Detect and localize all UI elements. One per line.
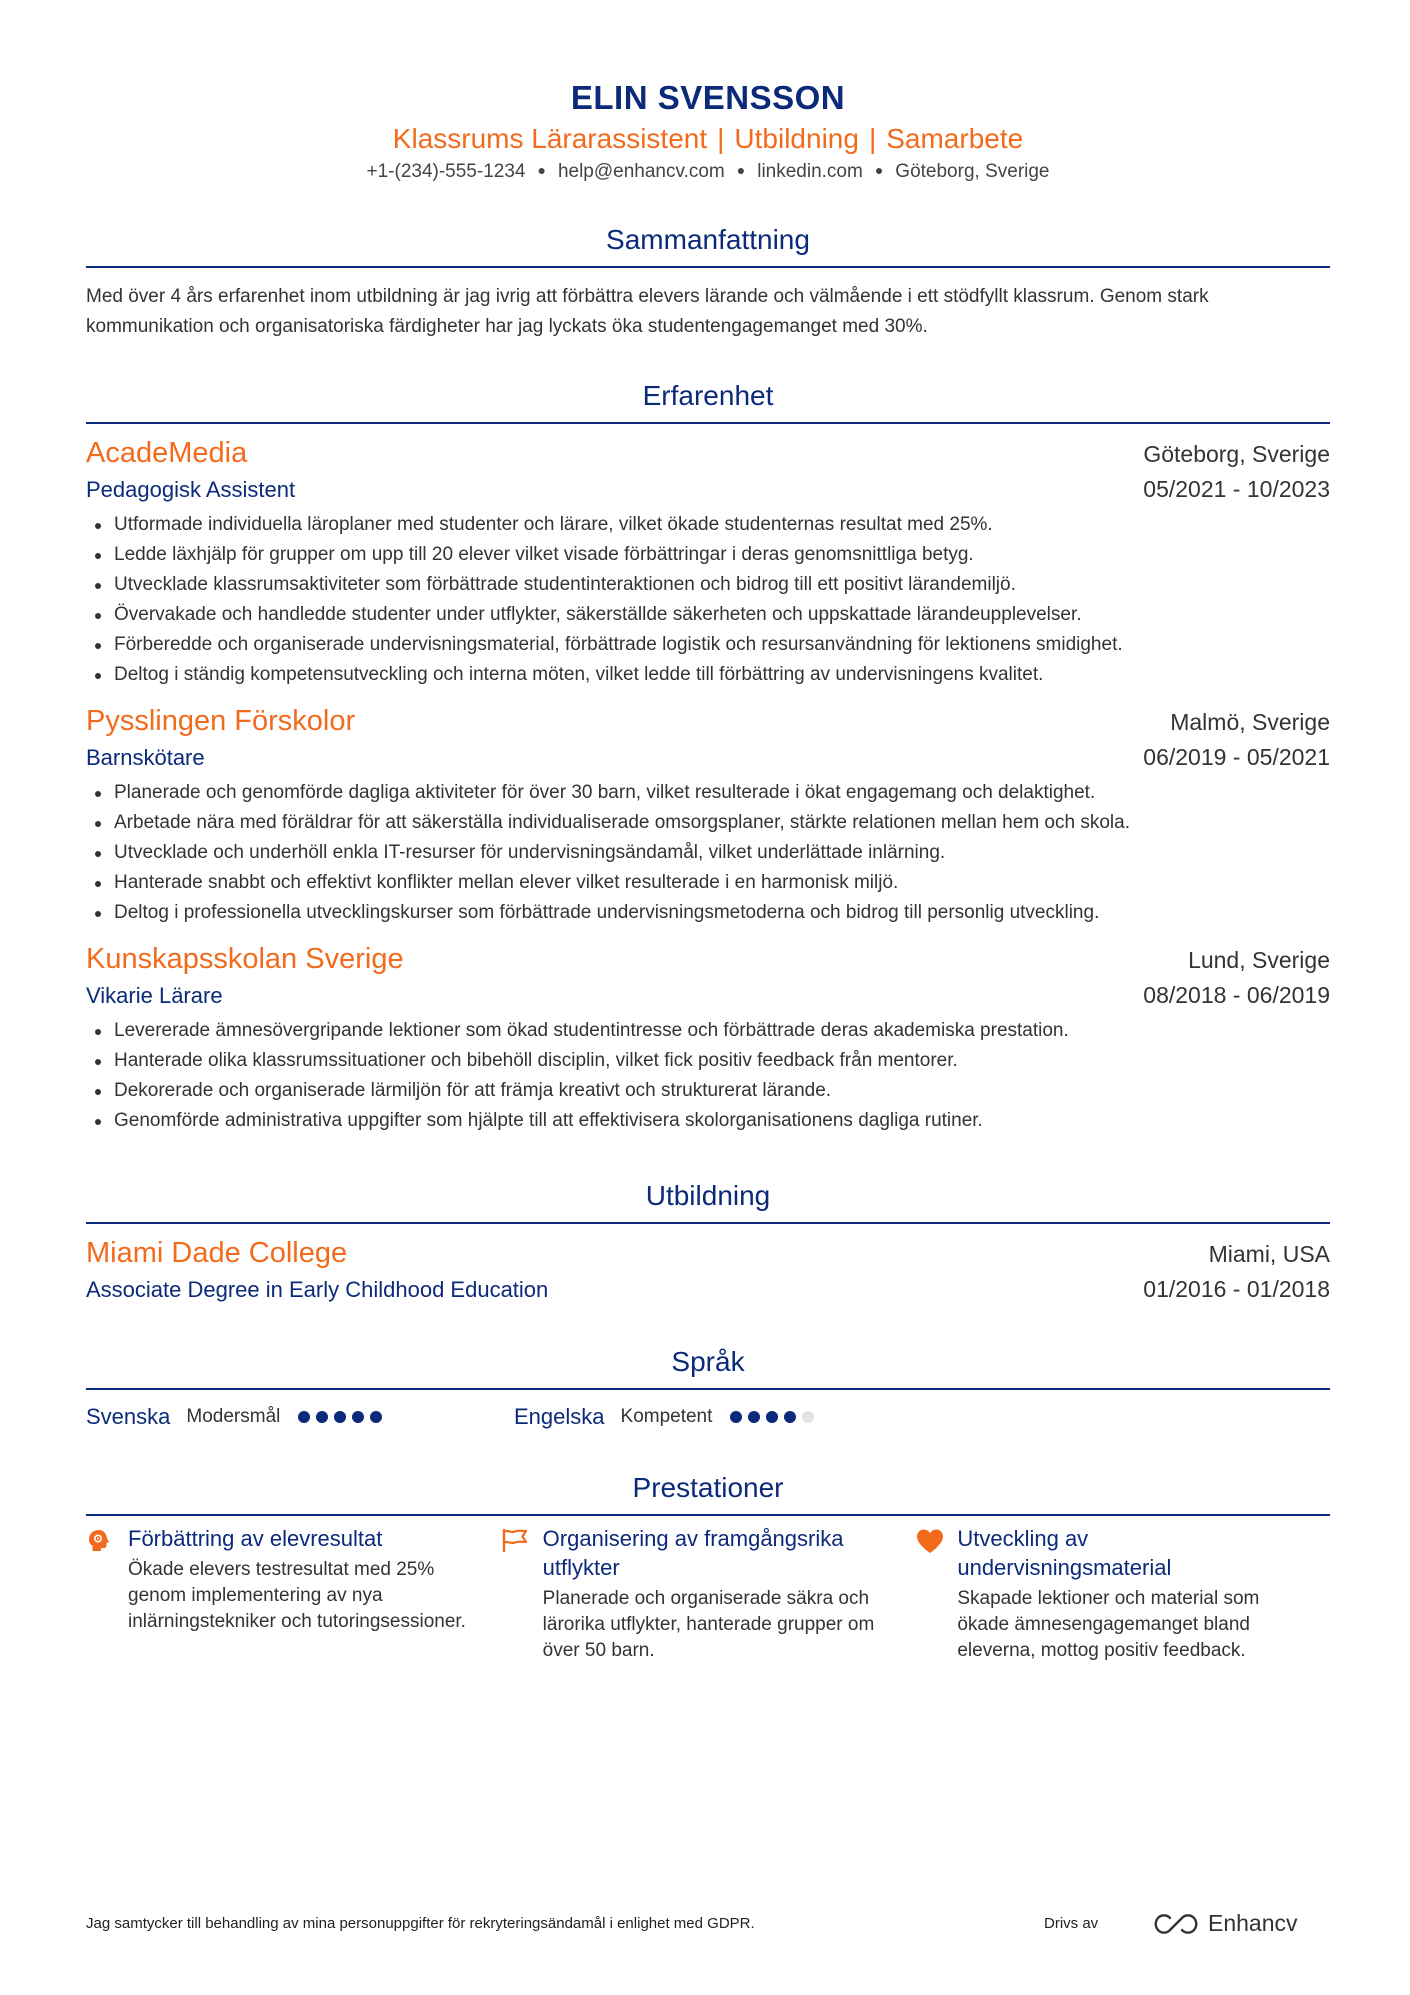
enhancv-logo-icon [1152, 1913, 1200, 1935]
education-entry [86, 1234, 1330, 1306]
proficiency-dots [298, 1411, 382, 1423]
rating-dot-filled [748, 1411, 760, 1423]
footer [86, 1910, 1330, 1937]
section-title: Sammanfattning [86, 220, 1330, 268]
job-dates: 06/2019 - 05/2021 [1143, 744, 1330, 770]
proficiency-dots [730, 1411, 814, 1423]
driven-by-label: Drivs av [1044, 1915, 1099, 1932]
job-bullets [86, 1016, 1330, 1136]
section-title: Utbildning [86, 1176, 1330, 1224]
company-name: Pysslingen Förskolor [86, 705, 356, 737]
bullet-separator: ● [736, 162, 746, 178]
brand-name: Enhancv [1208, 1910, 1298, 1936]
list-item: Levererade ämnesövergripande lektioner som ökad studentintresse och förbättrade deras akademiska prestation. [86, 1016, 1330, 1046]
list-item: Hanterade snabbt och effektivt konflikter mellan elever vilket resulterade i en harmonisk miljö. [86, 868, 1330, 898]
job-entry [86, 702, 1330, 928]
summary-section [86, 220, 1330, 342]
company-name: Kunskapsskolan Sverige [86, 943, 404, 975]
tagline-item: Klassrums Lärarassistent [392, 123, 708, 154]
job-bullets [86, 778, 1330, 928]
language-level: Kompetent [620, 1406, 713, 1427]
list-item: Utformade individuella läroplaner med studenter och lärare, vilket ökade studenternas resultat med 25%. [86, 510, 1330, 540]
achievement-desc: Planerade och organiserade säkra och lärorika utflykter, hanterade grupper om över 50 barn. [542, 1588, 875, 1661]
school-name: Miami Dade College [86, 1237, 348, 1269]
rating-dot-filled [766, 1411, 778, 1423]
job-role: Pedagogisk Assistent [86, 477, 296, 502]
degree: Associate Degree in Early Childhood Education [86, 1277, 549, 1302]
job-bullets [86, 510, 1330, 690]
list-item: Planerade och genomförde dagliga aktiviteter för över 30 barn, vilket resulterade i ökat engagemang och delaktighet. [86, 778, 1330, 808]
list-item: Arbetade nära med föräldrar för att säkerställa individualiserade omsorgsplaner, stärkte relationen mellan hem och skola. [86, 808, 1330, 838]
list-item: Övervakade och handledde studenter under utflykter, säkerställde säkerheten och uppskattade lärandeupplevelser. [86, 600, 1330, 630]
job-location: Malmö, Sverige [1170, 709, 1330, 735]
languages-section [86, 1342, 1330, 1434]
rating-dot-filled [298, 1411, 310, 1423]
gdpr-consent: Jag samtycker till behandling av mina personuppgifter för rekryteringsändamål i enlighet med GDPR. [86, 1915, 755, 1932]
list-item: Ledde läxhjälp för grupper om upp till 20 elever vilket visade förbättringar i deras genomsnittliga betyg. [86, 540, 1330, 570]
tagline [86, 120, 1330, 158]
language-item [86, 1404, 514, 1430]
bullet-separator: ● [874, 162, 884, 178]
job-entry [86, 940, 1330, 1136]
achievement-desc: Skapade lektioner och material som ökade ämnesengagemanget bland eleverna, mottog positiv feedback. [957, 1588, 1260, 1661]
flag-icon [501, 1524, 543, 1664]
rating-dot-empty [802, 1411, 814, 1423]
education-dates: 01/2016 - 01/2018 [1143, 1276, 1330, 1302]
achievement-list [86, 1524, 1330, 1664]
job-entry [86, 434, 1330, 690]
section-title: Språk [86, 1342, 1330, 1390]
language-name: Svenska [86, 1404, 171, 1429]
summary-text: Med över 4 års erfarenhet inom utbildning är jag ivrig att förbättra elevers lärande och välmående i ett stödfyllt klassrum. Genom stark kommunikation och organisatoriska färdigheter har jag lyckats öka studentengagemanget med 30%. [86, 286, 1209, 337]
achievement-title: Organisering av framgångsrika utflykter [542, 1526, 844, 1580]
job-location: Lund, Sverige [1188, 947, 1330, 973]
rating-dot-filled [370, 1411, 382, 1423]
achievement-item [915, 1524, 1330, 1664]
job-role: Barnskötare [86, 745, 205, 770]
heart-icon [915, 1524, 957, 1664]
language-name: Engelska [514, 1404, 605, 1429]
experience-section [86, 376, 1330, 1136]
section-title: Erfarenhet [86, 376, 1330, 424]
location: Göteborg, Sverige [895, 161, 1050, 182]
company-name: AcadeMedia [86, 437, 248, 469]
rating-dot-filled [730, 1411, 742, 1423]
job-location: Göteborg, Sverige [1143, 441, 1330, 467]
enhancv-logo[interactable] [1152, 1910, 1298, 1937]
linkedin-link[interactable]: linkedin.com [757, 161, 863, 182]
achievement-desc: Ökade elevers testresultat med 25% genom implementering av nya inlärningstekniker och tutoringsessioner. [128, 1559, 466, 1632]
list-item: Hanterade olika klassrumssituationer och bibehöll disciplin, vilket fick positiv feedback från mentorer. [86, 1046, 1330, 1076]
job-dates: 08/2018 - 06/2019 [1143, 982, 1330, 1008]
achievements-section [86, 1468, 1330, 1664]
achievement-item [86, 1524, 501, 1664]
section-title: Prestationer [86, 1468, 1330, 1516]
resume-page [86, 0, 1330, 1995]
rating-dot-filled [352, 1411, 364, 1423]
achievement-title: Utveckling av undervisningsmaterial [957, 1526, 1172, 1580]
language-level: Modersmål [186, 1406, 281, 1427]
tagline-separator: | [717, 123, 725, 154]
candidate-name: ELIN SVENSSON [570, 79, 846, 116]
email-link[interactable]: help@enhancv.com [557, 161, 725, 182]
contact-line [86, 158, 1330, 186]
tagline-item: Samarbete [886, 123, 1024, 154]
rating-dot-filled [784, 1411, 796, 1423]
achievement-title: Förbättring av elevresultat [128, 1526, 383, 1551]
phone: +1-(234)-555-1234 [366, 161, 526, 182]
list-item: Förberedde och organiserade undervisningsmaterial, förbättrade logistik och resursanvändning för lektionens smidighet. [86, 630, 1330, 660]
job-role: Vikarie Lärare [86, 983, 223, 1008]
list-item: Dekorerade och organiserade lärmiljön för att främja kreativt och strukturerat lärande. [86, 1076, 1330, 1106]
list-item: Deltog i professionella utvecklingskurser som förbättrade undervisningsmetoderna och bidrog till personlig utveckling. [86, 898, 1330, 928]
tagline-item: Utbildning [734, 123, 859, 154]
brain-head-icon [86, 1524, 128, 1664]
list-item: Utvecklade klassrumsaktiviteter som förbättrade studentinteraktionen och bidrog till ett positivt lärandemiljö. [86, 570, 1330, 600]
list-item: Utvecklade och underhöll enkla IT-resurser för undervisningsändamål, vilket underlättade inlärning. [86, 838, 1330, 868]
education-section [86, 1176, 1330, 1306]
job-dates: 05/2021 - 10/2023 [1143, 476, 1330, 502]
list-item: Deltog i ständig kompetensutveckling och interna möten, vilket ledde till förbättring av undervisningens kvalitet. [86, 660, 1330, 690]
achievement-item [501, 1524, 916, 1664]
bullet-separator: ● [537, 162, 546, 178]
rating-dot-filled [316, 1411, 328, 1423]
rating-dot-filled [334, 1411, 346, 1423]
school-location: Miami, USA [1208, 1241, 1330, 1267]
language-list [86, 1400, 1330, 1434]
tagline-separator: | [868, 123, 877, 154]
list-item: Genomförde administrativa uppgifter som hjälpte till att effektivisera skolorganisationens dagliga rutiner. [86, 1106, 1330, 1136]
language-item [514, 1404, 942, 1430]
resume-header [86, 0, 1330, 186]
